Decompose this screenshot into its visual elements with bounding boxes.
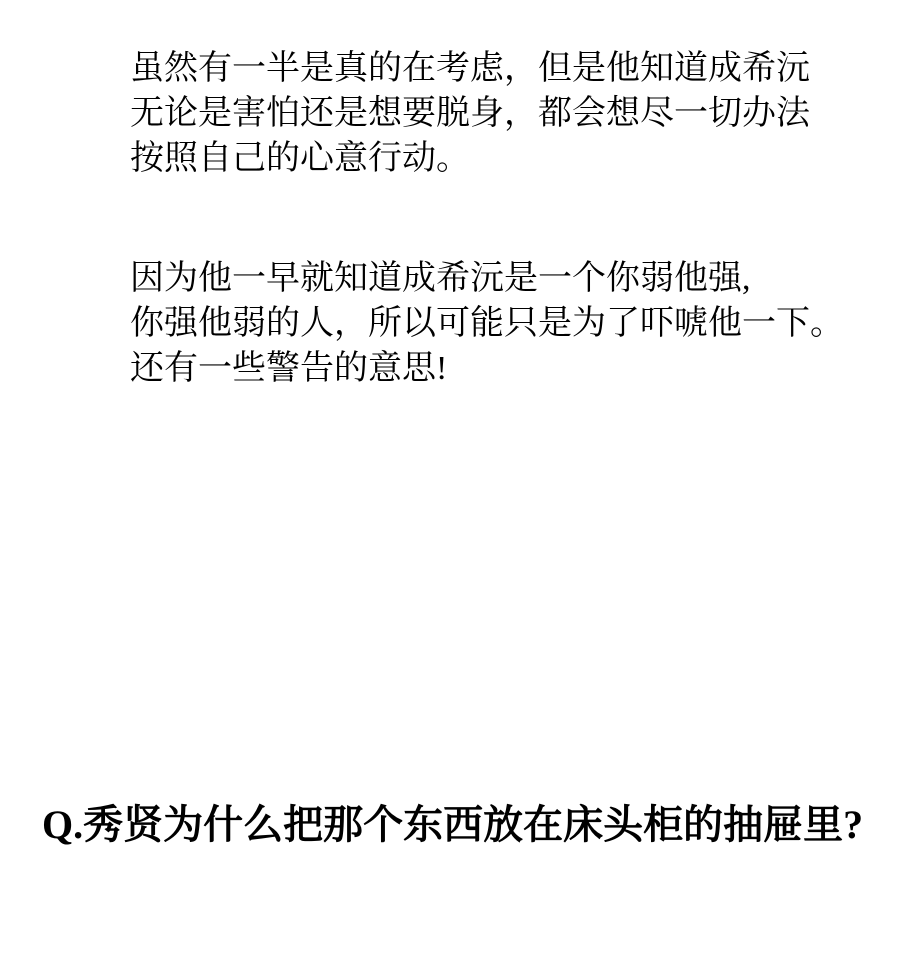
paragraph-line: 还有一些警告的意思! (130, 350, 448, 387)
question-heading: Q.秀贤为什么把那个东西放在床头柜的抽屉里? (42, 802, 864, 847)
paragraph-reason (130, 256, 844, 391)
paragraph-line: 按照自己的心意行动。 (130, 140, 470, 177)
paragraph-line: 因为他一早就知道成希沅是一个你弱他强, (130, 260, 751, 297)
paragraph-line: 你强他弱的人，所以可能只是为了吓唬他一下。 (130, 305, 844, 342)
paragraph-line: 无论是害怕还是想要脱身，都会想尽一切办法 (130, 95, 810, 132)
paragraph-line: 虽然有一半是真的在考虑，但是他知道成希沅 (130, 50, 810, 87)
paragraph-considering (130, 46, 810, 181)
